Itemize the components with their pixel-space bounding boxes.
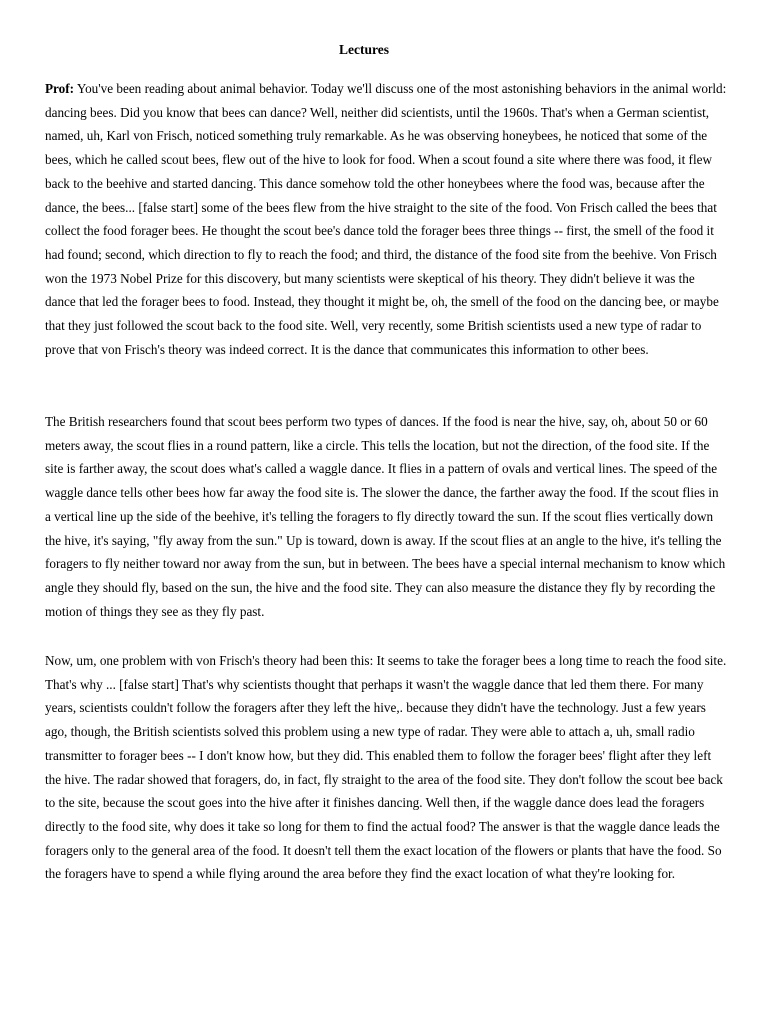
speaker-label: Prof: xyxy=(45,81,75,96)
paragraph-1 xyxy=(45,77,727,361)
paragraph-2: The British researchers found that scout bees perform two types of dances. If the food is near the hive, say, oh, about 50 or 60 meters away, the scout flies in a round pattern, like a circle. This tells the location, but not the direction, of the food site. If the site is farther away, the scout does what's called a waggle dance. It flies in a pattern of ovals and vertical lines. The speed of the waggle dance tells other bees how far away the food site is. The slower the dance, the farther away the food. If the scout flies in a vertical line up the side of the beehive, it's telling the foragers to fly directly toward the sun. If the scout flies vertically down the hive, it's saying, "fly away from the sun." Up is toward, down is away. If the scout flies at an angle to the hive, it's telling the foragers to fly neither toward nor away from the sun, but in between. The bees have a special internal mechanism to know which angle they should fly, based on the sun, the hive and the food site. They can also measure the distance they fly by recording the motion of things they see as they fly past. xyxy=(45,414,726,619)
paragraph-3: Now, um, one problem with von Frisch's theory had been this: It seems to take the forager bees a long time to reach the food site. That's why ... [false start] That's why scientists thought that perhaps it wasn't the waggle dance that led them there. For many years, scientists couldn't follow the foragers after they left the hive,. because they didn't have the technology. Just a few years ago, though, the British scientists solved this problem using a new type of radar. They were able to attach a, uh, small radio transmitter to forager bees -- I don't know how, but they did. This enabled them to follow the forager bees' flight after they left the hive. The radar showed that foragers, do, in fact, fly straight to the area of the food site. They don't follow the scout bee back to the site, because the scout goes into the hive after it finishes dancing. Well then, if the waggle dance does lead the foragers directly to the food site, why does it take so long for them to find the actual food? The answer is that the waggle dance leads the foragers only to the general area of the food. It doesn't tell them the exact location of the flowers or plants that have the food. So the foragers have to spend a while flying around the area before they find the exact location of what they're looking for. xyxy=(45,653,727,882)
document-title: Lectures xyxy=(339,42,389,57)
paragraph-1-text: You've been reading about animal behavior. Today we'll discuss one of the most astonishing behaviors in the animal world: dancing bees. Did you know that bees can dance? Well, neither did scientists, until the 1960s. That's when a German scientist, named, uh, Karl von Frisch, noticed something truly remarkable. As he was observing honeybees, he noticed that some of the bees, which he called scout bees, flew out of the hive to look for food. When a scout found a site where there was food, it flew back to the beehive and started dancing. This dance somehow told the other honeybees where the food was, because after the dance, the bees... [false start] some of the bees flew from the hive straight to the site of the food. Von Frisch called the bees that collect the food forager bees. He thought the scout bee's dance told the forager bees three things -- first, the smell of the food it had found; second, which direction to fly to reach the food; and third, the distance of the food site from the beehive. Von Frisch won the 1973 Nobel Prize for this discovery, but many scientists were skeptical of his theory. They didn't believe it was the dance that led the forager bees to food. Instead, they thought it might be, oh, the smell of the food on the dancing bee, or maybe that they just followed the scout back to the food site. Well, very recently, some British scientists used a new type of radar to prove that von Frisch's theory was indeed correct. It is the dance that communicates this information to other bees. xyxy=(45,81,727,357)
